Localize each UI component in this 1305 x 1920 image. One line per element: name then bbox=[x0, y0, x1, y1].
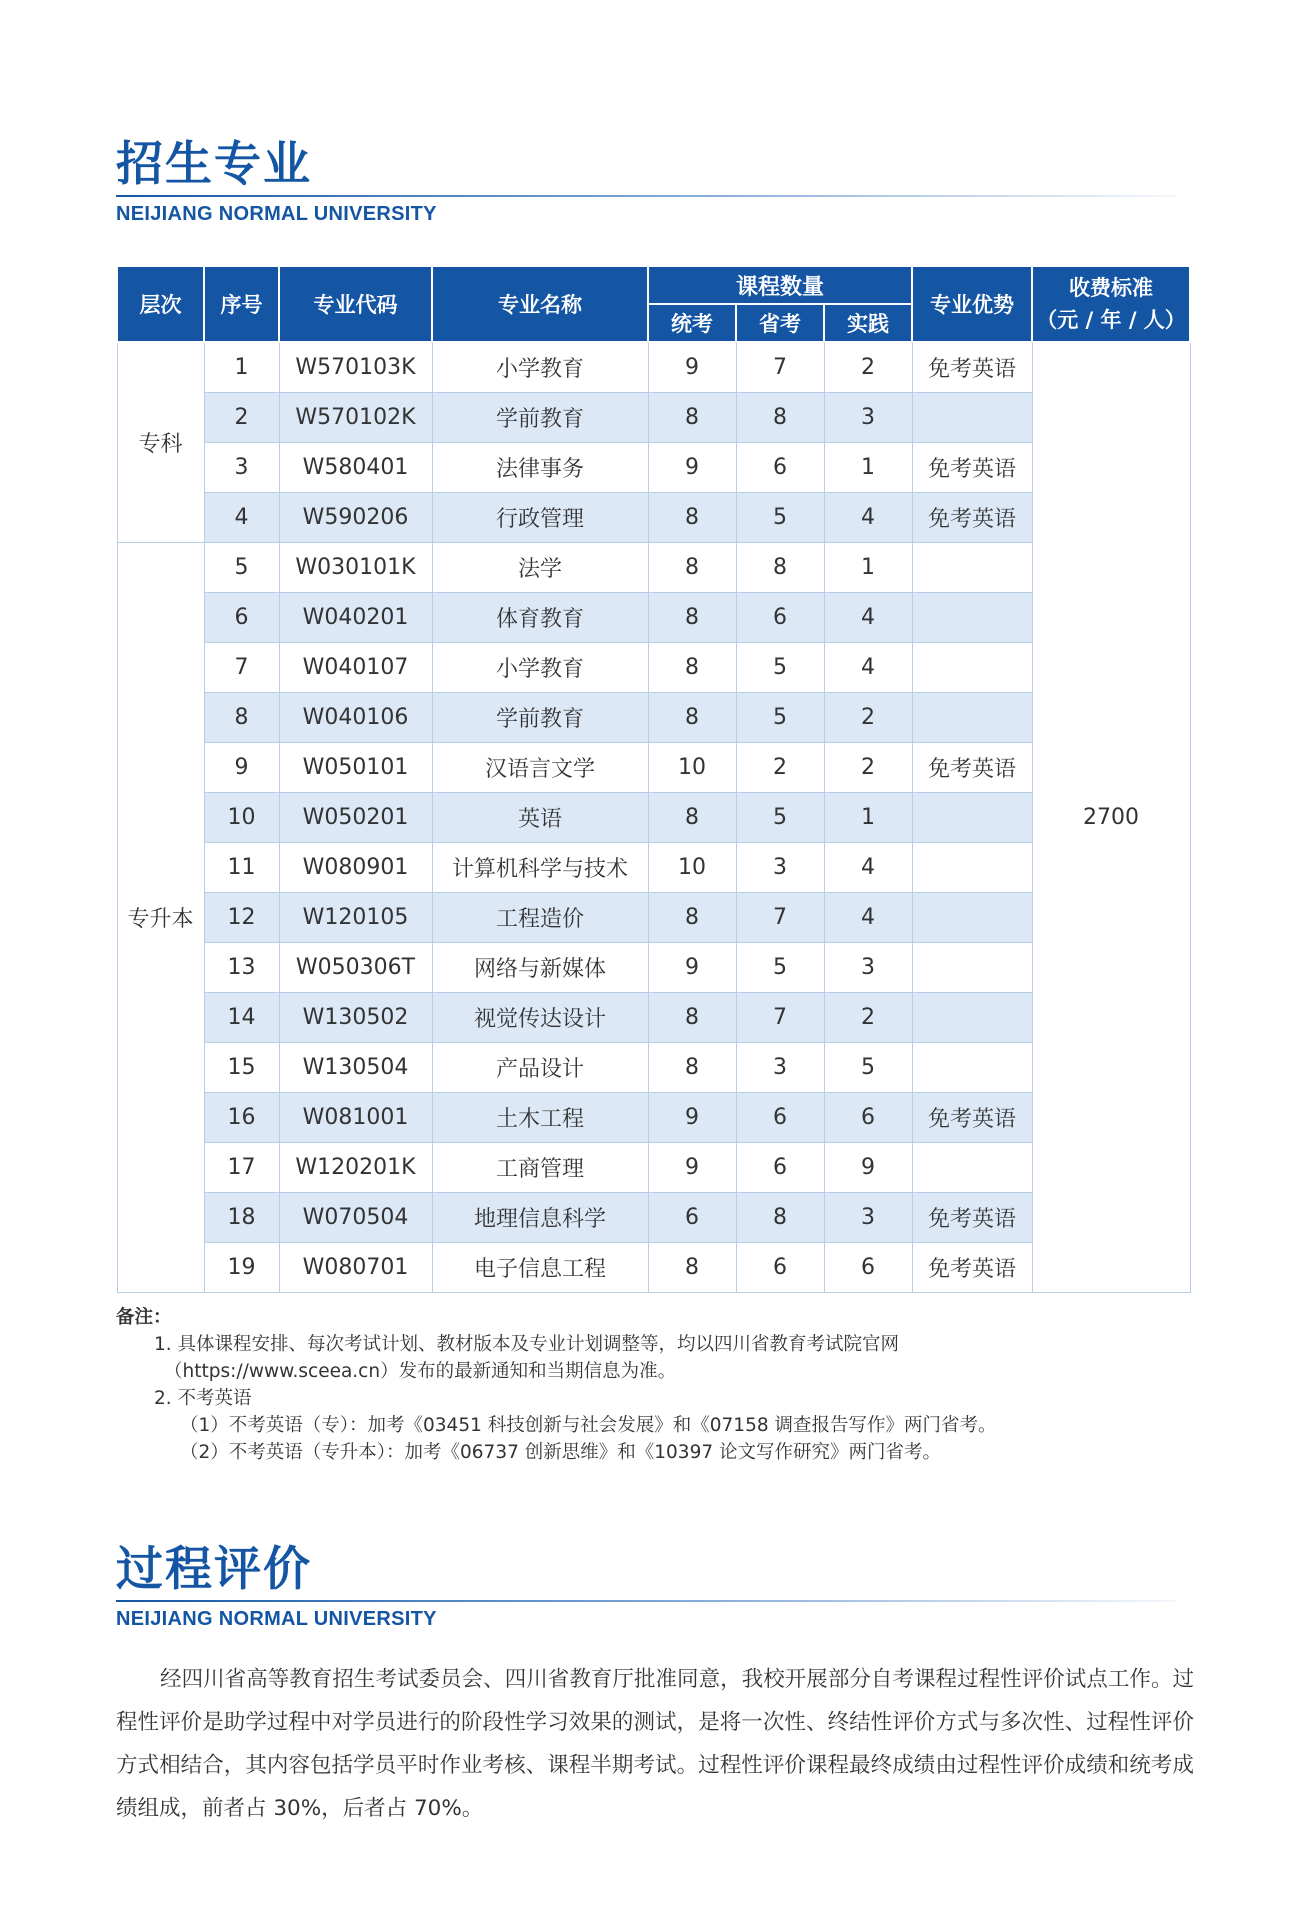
notes bbox=[116, 1304, 1196, 1466]
name-cell: 汉语言文学 bbox=[432, 742, 648, 792]
advantage-cell bbox=[912, 1042, 1032, 1092]
code-cell: W040106 bbox=[279, 692, 432, 742]
practice-cell: 3 bbox=[824, 392, 912, 442]
unified-cell: 6 bbox=[648, 1192, 736, 1242]
unified-cell: 9 bbox=[648, 942, 736, 992]
seq-cell: 13 bbox=[204, 942, 279, 992]
table-row bbox=[117, 692, 1190, 742]
header-level: 层次 bbox=[117, 266, 204, 342]
level-cell: 专科 bbox=[117, 342, 204, 542]
advantage-cell bbox=[912, 592, 1032, 642]
header-fee bbox=[1032, 266, 1190, 342]
note-2-b: （2）不考英语（专升本）：加考《06737 创新思维》和《10397 论文写作研究》两门省考。 bbox=[180, 1442, 941, 1463]
seq-cell: 18 bbox=[204, 1192, 279, 1242]
seq-cell: 16 bbox=[204, 1092, 279, 1142]
practice-cell: 1 bbox=[824, 542, 912, 592]
name-cell: 产品设计 bbox=[432, 1042, 648, 1092]
advantage-cell: 免考英语 bbox=[912, 442, 1032, 492]
provincial-cell: 8 bbox=[736, 542, 824, 592]
seq-cell: 2 bbox=[204, 392, 279, 442]
practice-cell: 4 bbox=[824, 892, 912, 942]
name-cell: 学前教育 bbox=[432, 692, 648, 742]
notes-title: 备注： bbox=[116, 1307, 172, 1328]
seq-cell: 10 bbox=[204, 792, 279, 842]
code-cell: W590206 bbox=[279, 492, 432, 542]
name-cell: 英语 bbox=[432, 792, 648, 842]
section-header-majors bbox=[116, 135, 1196, 230]
name-cell: 计算机科学与技术 bbox=[432, 842, 648, 892]
advantage-cell: 免考英语 bbox=[912, 342, 1032, 392]
code-cell: W130502 bbox=[279, 992, 432, 1042]
seq-cell: 12 bbox=[204, 892, 279, 942]
practice-cell: 2 bbox=[824, 742, 912, 792]
table-row bbox=[117, 442, 1190, 492]
seq-cell: 11 bbox=[204, 842, 279, 892]
advantage-cell bbox=[912, 542, 1032, 592]
advantage-cell bbox=[912, 1142, 1032, 1192]
provincial-cell: 7 bbox=[736, 342, 824, 392]
name-cell: 视觉传达设计 bbox=[432, 992, 648, 1042]
unified-cell: 8 bbox=[648, 792, 736, 842]
name-cell: 土木工程 bbox=[432, 1092, 648, 1142]
provincial-cell: 8 bbox=[736, 392, 824, 442]
header-practice: 实践 bbox=[824, 304, 912, 342]
practice-cell: 6 bbox=[824, 1242, 912, 1292]
seq-cell: 14 bbox=[204, 992, 279, 1042]
header-code: 专业代码 bbox=[279, 266, 432, 342]
fee-cell: 2700 bbox=[1032, 342, 1190, 1292]
section-subtitle: NEIJIANG NORMAL UNIVERSITY bbox=[116, 1608, 437, 1630]
code-cell: W080701 bbox=[279, 1242, 432, 1292]
advantage-cell bbox=[912, 392, 1032, 442]
provincial-cell: 6 bbox=[736, 1242, 824, 1292]
header-advantage: 专业优势 bbox=[912, 266, 1032, 342]
practice-cell: 2 bbox=[824, 992, 912, 1042]
code-cell: W050306T bbox=[279, 942, 432, 992]
unified-cell: 8 bbox=[648, 892, 736, 942]
seq-cell: 1 bbox=[204, 342, 279, 392]
seq-cell: 6 bbox=[204, 592, 279, 642]
code-cell: W120201K bbox=[279, 1142, 432, 1192]
code-cell: W040201 bbox=[279, 592, 432, 642]
advantage-cell: 免考英语 bbox=[912, 1192, 1032, 1242]
provincial-cell: 7 bbox=[736, 992, 824, 1042]
name-cell: 电子信息工程 bbox=[432, 1242, 648, 1292]
code-cell: W570103K bbox=[279, 342, 432, 392]
header-name: 专业名称 bbox=[432, 266, 648, 342]
header-courses: 课程数量 bbox=[648, 266, 912, 304]
code-cell: W050101 bbox=[279, 742, 432, 792]
seq-cell: 3 bbox=[204, 442, 279, 492]
unified-cell: 8 bbox=[648, 492, 736, 542]
practice-cell: 1 bbox=[824, 792, 912, 842]
advantage-cell bbox=[912, 942, 1032, 992]
provincial-cell: 3 bbox=[736, 842, 824, 892]
advantage-cell: 免考英语 bbox=[912, 1092, 1032, 1142]
practice-cell: 4 bbox=[824, 642, 912, 692]
level-cell: 专升本 bbox=[117, 542, 204, 1292]
unified-cell: 8 bbox=[648, 592, 736, 642]
unified-cell: 8 bbox=[648, 1042, 736, 1092]
unified-cell: 10 bbox=[648, 842, 736, 892]
code-cell: W080901 bbox=[279, 842, 432, 892]
seq-cell: 17 bbox=[204, 1142, 279, 1192]
unified-cell: 8 bbox=[648, 642, 736, 692]
table-row bbox=[117, 592, 1190, 642]
provincial-cell: 3 bbox=[736, 1042, 824, 1092]
provincial-cell: 5 bbox=[736, 942, 824, 992]
header-unified: 统考 bbox=[648, 304, 736, 342]
evaluation-paragraph bbox=[116, 1658, 1194, 1830]
table-row bbox=[117, 742, 1190, 792]
advantage-cell bbox=[912, 792, 1032, 842]
provincial-cell: 6 bbox=[736, 1142, 824, 1192]
practice-cell: 6 bbox=[824, 1092, 912, 1142]
header-fee-line1: 收费标准 bbox=[1069, 276, 1154, 300]
advantage-cell bbox=[912, 992, 1032, 1042]
advantage-cell: 免考英语 bbox=[912, 742, 1032, 792]
table-row bbox=[117, 942, 1190, 992]
practice-cell: 5 bbox=[824, 1042, 912, 1092]
name-cell: 法律事务 bbox=[432, 442, 648, 492]
note-2-a: （1）不考英语（专）：加考《03451 科技创新与社会发展》和《07158 调查报告写作》两门省考。 bbox=[180, 1415, 997, 1436]
section-title: 过程评价 bbox=[116, 1542, 312, 1597]
note-1: 1. 具体课程安排、每次考试计划、教材版本及专业计划调整等，均以四川省教育考试院官网 bbox=[154, 1334, 900, 1355]
header-provincial: 省考 bbox=[736, 304, 824, 342]
seq-cell: 9 bbox=[204, 742, 279, 792]
unified-cell: 8 bbox=[648, 1242, 736, 1292]
unified-cell: 8 bbox=[648, 692, 736, 742]
name-cell: 小学教育 bbox=[432, 642, 648, 692]
practice-cell: 9 bbox=[824, 1142, 912, 1192]
unified-cell: 8 bbox=[648, 392, 736, 442]
advantage-cell bbox=[912, 842, 1032, 892]
practice-cell: 4 bbox=[824, 492, 912, 542]
unified-cell: 9 bbox=[648, 1142, 736, 1192]
provincial-cell: 8 bbox=[736, 1192, 824, 1242]
table-row bbox=[117, 842, 1190, 892]
advantage-cell bbox=[912, 642, 1032, 692]
advantage-cell bbox=[912, 692, 1032, 742]
table-row bbox=[117, 992, 1190, 1042]
section-subtitle: NEIJIANG NORMAL UNIVERSITY bbox=[116, 203, 437, 225]
practice-cell: 4 bbox=[824, 842, 912, 892]
table-row bbox=[117, 1042, 1190, 1092]
unified-cell: 8 bbox=[648, 542, 736, 592]
provincial-cell: 5 bbox=[736, 692, 824, 742]
code-cell: W070504 bbox=[279, 1192, 432, 1242]
table-row bbox=[117, 1192, 1190, 1242]
section-title: 招生专业 bbox=[116, 137, 312, 192]
name-cell: 小学教育 bbox=[432, 342, 648, 392]
code-cell: W570102K bbox=[279, 392, 432, 442]
provincial-cell: 5 bbox=[736, 642, 824, 692]
practice-cell: 3 bbox=[824, 1192, 912, 1242]
code-cell: W030101K bbox=[279, 542, 432, 592]
name-cell: 网络与新媒体 bbox=[432, 942, 648, 992]
unified-cell: 9 bbox=[648, 442, 736, 492]
unified-cell: 8 bbox=[648, 992, 736, 1042]
note-2: 2. 不考英语 bbox=[154, 1388, 252, 1409]
provincial-cell: 7 bbox=[736, 892, 824, 942]
table-row bbox=[117, 892, 1190, 942]
table-row bbox=[117, 642, 1190, 692]
code-cell: W120105 bbox=[279, 892, 432, 942]
provincial-cell: 5 bbox=[736, 792, 824, 842]
name-cell: 体育教育 bbox=[432, 592, 648, 642]
name-cell: 学前教育 bbox=[432, 392, 648, 442]
provincial-cell: 5 bbox=[736, 492, 824, 542]
practice-cell: 4 bbox=[824, 592, 912, 642]
provincial-cell: 6 bbox=[736, 592, 824, 642]
provincial-cell: 6 bbox=[736, 442, 824, 492]
name-cell: 工程造价 bbox=[432, 892, 648, 942]
section-rule bbox=[116, 195, 1176, 197]
table-row bbox=[117, 492, 1190, 542]
provincial-cell: 2 bbox=[736, 742, 824, 792]
practice-cell: 3 bbox=[824, 942, 912, 992]
majors-table bbox=[116, 265, 1191, 1293]
seq-cell: 19 bbox=[204, 1242, 279, 1292]
table-row bbox=[117, 1142, 1190, 1192]
unified-cell: 9 bbox=[648, 1092, 736, 1142]
name-cell: 工商管理 bbox=[432, 1142, 648, 1192]
table-row bbox=[117, 392, 1190, 442]
seq-cell: 15 bbox=[204, 1042, 279, 1092]
practice-cell: 2 bbox=[824, 692, 912, 742]
seq-cell: 4 bbox=[204, 492, 279, 542]
table-row bbox=[117, 792, 1190, 842]
table-row bbox=[117, 342, 1190, 392]
practice-cell: 2 bbox=[824, 342, 912, 392]
code-cell: W050201 bbox=[279, 792, 432, 842]
section-header-evaluation bbox=[116, 1540, 1196, 1635]
seq-cell: 8 bbox=[204, 692, 279, 742]
code-cell: W040107 bbox=[279, 642, 432, 692]
name-cell: 地理信息科学 bbox=[432, 1192, 648, 1242]
code-cell: W081001 bbox=[279, 1092, 432, 1142]
header-seq: 序号 bbox=[204, 266, 279, 342]
unified-cell: 10 bbox=[648, 742, 736, 792]
seq-cell: 5 bbox=[204, 542, 279, 592]
provincial-cell: 6 bbox=[736, 1092, 824, 1142]
practice-cell: 1 bbox=[824, 442, 912, 492]
section-rule bbox=[116, 1600, 1176, 1602]
evaluation-text: 经四川省高等教育招生考试委员会、四川省教育厅批准同意，我校开展部分自考课程过程性评价试点工作。过程性评价是助学过程中对学员进行的阶段性学习效果的测试，是将一次性、终结性评价方式与多次性、过程性评价方式相结合，其内容包括学员平时作业考核、课程半期考试。过程性评价课程最终成绩由过程性评价成绩和统考成绩组成，前者占 30%，后者占 70%。 bbox=[116, 1667, 1194, 1821]
table-body bbox=[117, 342, 1190, 1292]
header-fee-line2: （元 / 年 / 人） bbox=[1036, 308, 1186, 332]
seq-cell: 7 bbox=[204, 642, 279, 692]
table-row bbox=[117, 1242, 1190, 1292]
advantage-cell: 免考英语 bbox=[912, 492, 1032, 542]
note-1-cont: （https://www.sceea.cn）发布的最新通知和当期信息为准。 bbox=[164, 1361, 677, 1382]
code-cell: W580401 bbox=[279, 442, 432, 492]
name-cell: 行政管理 bbox=[432, 492, 648, 542]
advantage-cell: 免考英语 bbox=[912, 1242, 1032, 1292]
unified-cell: 9 bbox=[648, 342, 736, 392]
advantage-cell bbox=[912, 892, 1032, 942]
code-cell: W130504 bbox=[279, 1042, 432, 1092]
table-row bbox=[117, 1092, 1190, 1142]
name-cell: 法学 bbox=[432, 542, 648, 592]
table-row bbox=[117, 542, 1190, 592]
